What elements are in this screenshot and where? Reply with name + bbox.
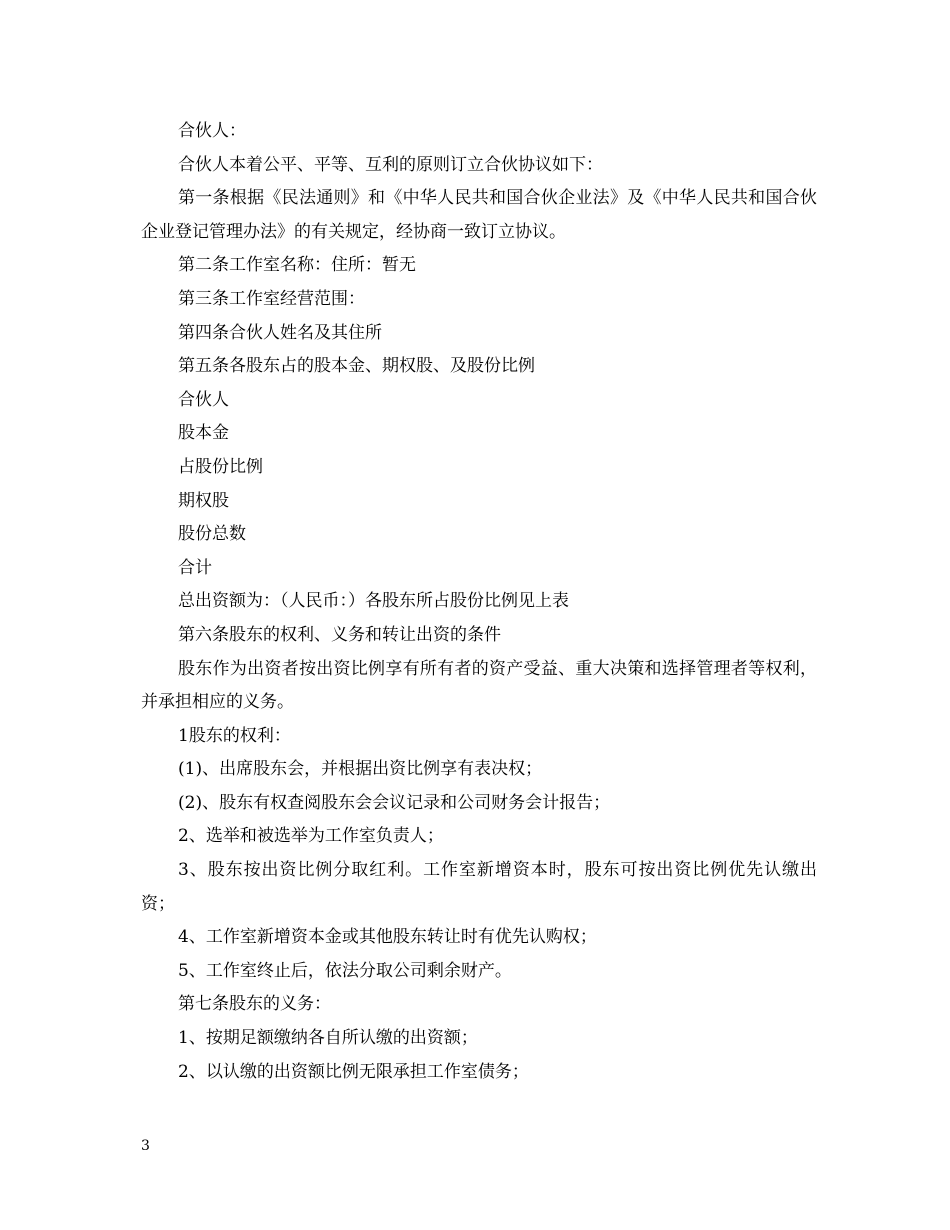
paragraph-article-1: 第一条根据《民法通则》和《中华人民共和国合伙企业法》及《中华人民共和国合伙企业登记管理办法》的有关规定，经协商一致订立协议。 <box>141 188 817 242</box>
paragraph-shareholder-role: 股东作为出资者按出资比例享有所有者的资产受益、重大决策和选择管理者等权利，并承担相应的义务。 <box>141 658 817 713</box>
paragraph-article-6: 第六条股东的权利、义务和转让出资的条件 <box>178 624 501 645</box>
table-label-capital: 股本金 <box>178 423 229 444</box>
paragraph-intro: 合伙人本着公平、平等、互利的原则订立合伙协议如下： <box>178 154 603 175</box>
paragraph-article-3: 第三条工作室经营范围： <box>178 288 365 309</box>
paragraph-article-2: 第二条工作室名称：住所：暂无 <box>178 255 416 276</box>
paragraph-partner-heading: 合伙人： <box>178 121 246 141</box>
table-label-sum: 合计 <box>178 557 212 578</box>
page-number: 3 <box>141 1138 150 1154</box>
list-item-right-3: 2、选举和被选举为工作室负责人； <box>178 826 444 847</box>
table-label-option-shares: 期权股 <box>178 490 229 511</box>
list-item-right-4: 3、股东按出资比例分取红利。工作室新增资本时，股东可按出资比例优先认缴出资； <box>141 860 817 914</box>
list-item-duty-2: 2、以认缴的出资额比例无限承担工作室债务； <box>178 1061 529 1082</box>
list-item-right-1: (1)、出席股东会，并根据出资比例享有表决权； <box>178 759 543 780</box>
paragraph-article-7: 第七条股东的义务： <box>178 994 331 1015</box>
list-item-right-5: 4、工作室新增资本金或其他股东转让时有优先认购权； <box>178 927 597 948</box>
paragraph-article-4: 第四条合伙人姓名及其住所 <box>178 322 382 343</box>
paragraph-article-5: 第五条各股东占的股本金、期权股、及股份比例 <box>178 356 535 377</box>
paragraph-total-investment: 总出资额为：（人民币：）各股东所占股份比例见上表 <box>178 591 569 612</box>
table-label-share-ratio: 占股份比例 <box>178 456 263 477</box>
table-label-partner: 合伙人 <box>178 389 229 410</box>
list-item-right-2: (2)、股东有权查阅股东会会议记录和公司财务会计报告； <box>178 792 611 813</box>
list-item-right-6: 5、工作室终止后，依法分取公司剩余财产。 <box>178 960 512 981</box>
document-body <box>141 115 817 1089</box>
list-item-duty-1: 1、按期足额缴纳各自所认缴的出资额； <box>178 1028 478 1049</box>
paragraph-rights-heading: 1股东的权利： <box>178 725 291 746</box>
table-label-total-shares: 股份总数 <box>178 524 246 545</box>
